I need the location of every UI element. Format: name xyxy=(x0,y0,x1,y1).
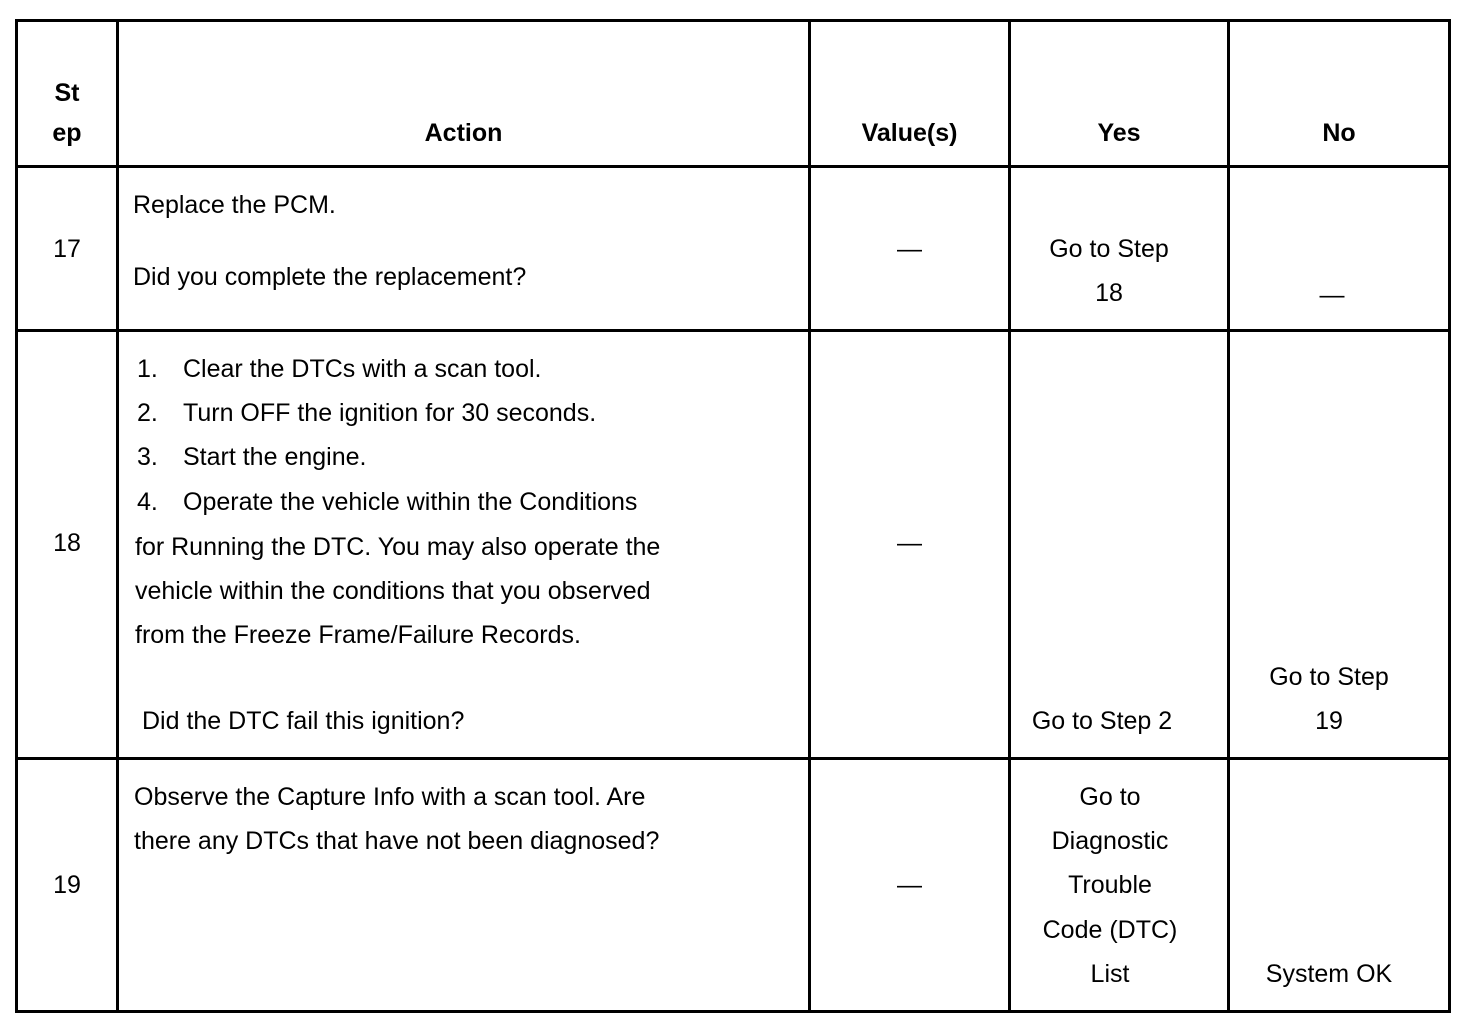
column-divider xyxy=(116,19,119,1013)
list-item-continuation: vehicle within the conditions that you observed xyxy=(135,577,651,605)
diagnostic-table xyxy=(15,19,1451,1013)
yes-cell-line: Go to xyxy=(1079,783,1141,811)
header-step-line2: ep xyxy=(52,119,82,147)
no-cell: System OK xyxy=(1265,960,1393,988)
header-values: Value(s) xyxy=(861,119,958,147)
no-cell: — xyxy=(1319,281,1345,309)
table-border-top xyxy=(15,19,1451,22)
list-item-number: 1. xyxy=(137,355,158,383)
row-step-number: 19 xyxy=(53,871,81,899)
list-item-text: Start the engine. xyxy=(183,443,367,471)
yes-cell: Go to Step 2 xyxy=(1031,707,1173,735)
action-question: Did the DTC fail this ignition? xyxy=(142,707,465,735)
header-yes: Yes xyxy=(1097,119,1141,147)
action-text: Replace the PCM. xyxy=(133,191,336,219)
row-divider xyxy=(15,757,1451,760)
row-step-number: 17 xyxy=(53,235,81,263)
table-border-bottom xyxy=(15,1010,1451,1013)
list-item-text: Operate the vehicle within the Conditions xyxy=(183,488,638,516)
list-item-continuation: from the Freeze Frame/Failure Records. xyxy=(135,621,581,649)
yes-cell-line: Code (DTC) xyxy=(1042,916,1178,944)
no-cell-line2: 19 xyxy=(1315,707,1343,735)
value-cell: — xyxy=(897,871,922,899)
action-question: Did you complete the replacement? xyxy=(133,263,527,291)
row-step-number: 18 xyxy=(53,529,81,557)
yes-cell-line1: Go to Step xyxy=(1049,235,1169,263)
yes-cell-line2: 18 xyxy=(1095,279,1123,307)
list-item-text: Clear the DTCs with a scan tool. xyxy=(183,355,542,383)
no-cell-line1: Go to Step xyxy=(1269,663,1389,691)
yes-cell-line: Trouble xyxy=(1068,871,1152,899)
list-item-text: Turn OFF the ignition for 30 seconds. xyxy=(183,399,597,427)
list-item-continuation: for Running the DTC. You may also operate the xyxy=(135,533,661,561)
list-item-number: 4. xyxy=(137,488,158,516)
column-divider xyxy=(1227,19,1230,1013)
header-action: Action xyxy=(424,119,503,147)
table-border-right xyxy=(1448,19,1451,1013)
list-item-number: 3. xyxy=(137,443,158,471)
action-text: Observe the Capture Info with a scan tool. Are xyxy=(134,783,646,811)
header-no: No xyxy=(1322,119,1356,147)
header-divider xyxy=(15,165,1451,168)
header-step-line1: St xyxy=(54,79,80,107)
yes-cell-line: List xyxy=(1090,960,1130,988)
row-divider xyxy=(15,329,1451,332)
value-cell: — xyxy=(897,235,922,263)
list-item-number: 2. xyxy=(137,399,158,427)
value-cell: — xyxy=(897,529,922,557)
yes-cell-line: Diagnostic xyxy=(1051,827,1169,855)
action-text: there any DTCs that have not been diagnosed? xyxy=(134,827,660,855)
